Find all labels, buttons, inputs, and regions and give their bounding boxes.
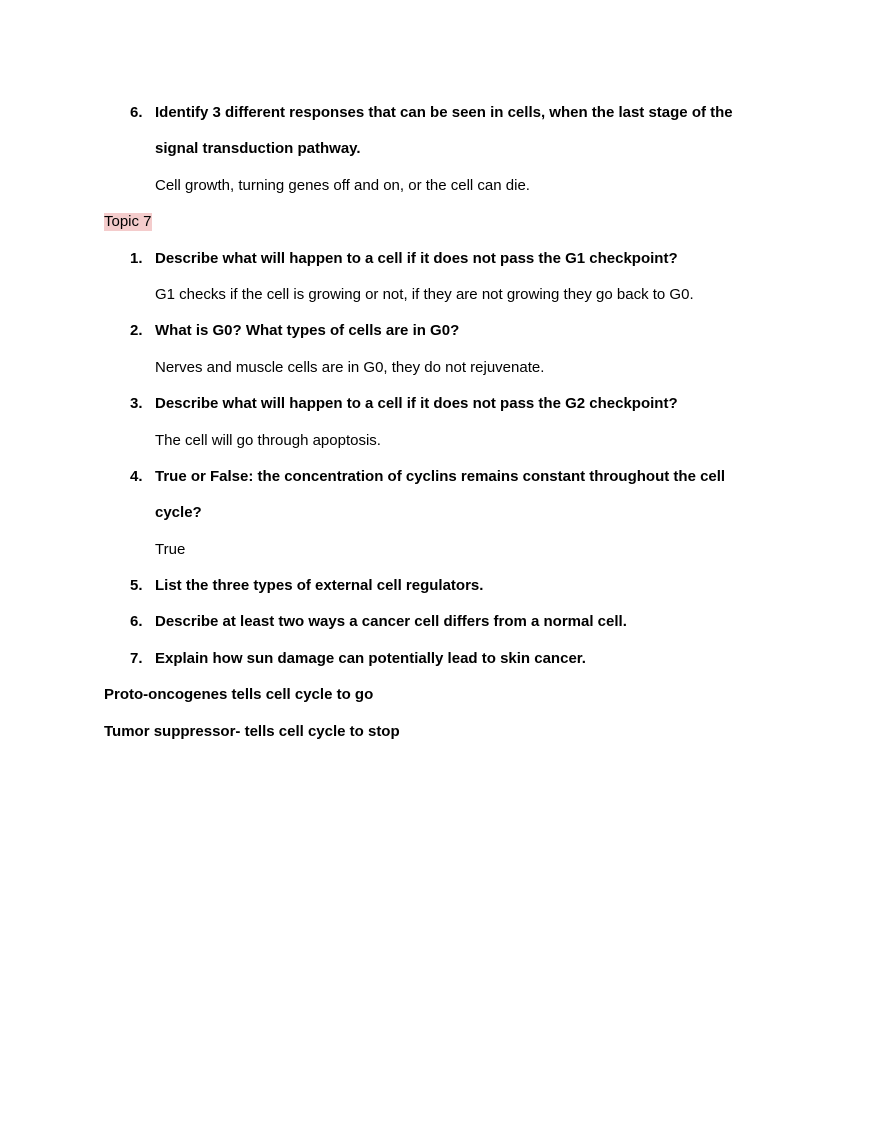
question-7: 7. Explain how sun damage can potentially lead to skin cancer. bbox=[130, 649, 586, 667]
topic-heading: Topic 7 bbox=[104, 213, 152, 231]
question-4: 4. True or False: the concentration of cyclins remains constant throughout the cell bbox=[130, 467, 726, 485]
question-3: 3. Describe what will happen to a cell if it does not pass the G2 checkpoint? bbox=[130, 395, 678, 413]
document-page bbox=[0, 95, 880, 750]
question-5: 5. List the three types of external cell regulators. bbox=[130, 577, 484, 595]
answer-1: G1 checks if the cell is growing or not, if they are not growing they go back to G0. bbox=[155, 285, 694, 303]
answer-3: The cell will go through apoptosis. bbox=[155, 431, 381, 449]
question-6-line1: 6. Identify 3 different responses that can be seen in cells, when the last stage of the bbox=[130, 104, 733, 121]
question-6: 6. Describe at least two ways a cancer cell differs from a normal cell. bbox=[130, 613, 627, 631]
answer-2: Nerves and muscle cells are in G0, they do not rejuvenate. bbox=[155, 358, 545, 376]
question-1: 1. Describe what will happen to a cell if it does not pass the G1 checkpoint? bbox=[130, 249, 678, 267]
question-6-line2: signal transduction pathway. bbox=[155, 140, 361, 158]
note-proto-oncogenes: Proto-oncogenes tells cell cycle to go bbox=[104, 686, 374, 704]
answer-6: Cell growth, turning genes off and on, or the cell can die. bbox=[155, 176, 530, 194]
question-4-line2: cycle? bbox=[155, 504, 202, 522]
note-tumor-suppressor: Tumor suppressor- tells cell cycle to stop bbox=[104, 722, 400, 740]
answer-4: True bbox=[155, 540, 186, 558]
question-2: 2. What is G0? What types of cells are in G0? bbox=[130, 322, 460, 340]
